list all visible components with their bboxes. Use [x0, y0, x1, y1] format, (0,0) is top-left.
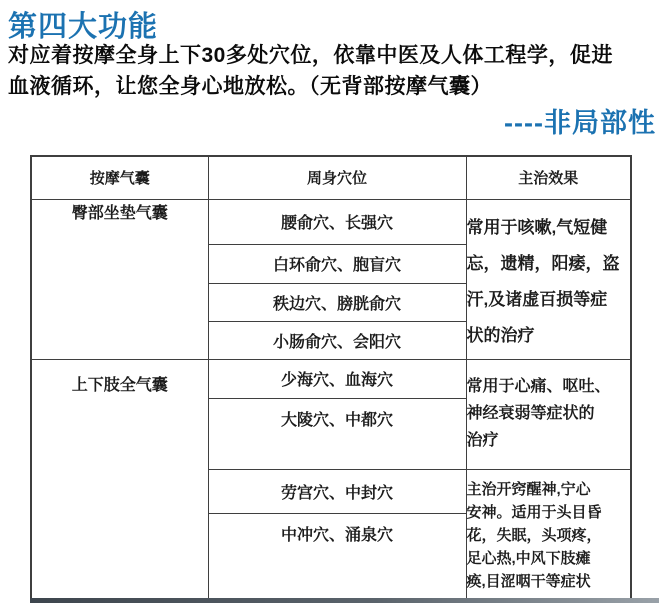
tagline-non-local: ----非局部性: [504, 108, 656, 138]
table-row: [31, 359, 631, 398]
cell-acupoint: 腰俞穴、长强穴: [208, 199, 466, 244]
cell-effect-group1: [466, 199, 631, 359]
cell-acupoint: 劳宫穴、中封穴: [208, 469, 466, 513]
cell-acupoint: 大陵穴、中都穴: [208, 398, 466, 469]
effect-line: 足心热,中风下肢瘫: [466, 549, 591, 567]
effect-line: 常用于咳嗽,气短健: [466, 217, 608, 237]
effect-line: 忘，遗精，阳痿，盗: [466, 253, 620, 273]
cell-acupoint: 少海穴、血海穴: [208, 359, 466, 398]
header-acupoints: 周身穴位: [208, 156, 466, 199]
effect-line: 状的治疗: [466, 325, 535, 345]
header-airbag: 按摩气囊: [31, 156, 208, 199]
cell-effect-group2: [466, 359, 631, 469]
bottom-divider-bar: [30, 598, 659, 603]
effect-line: 花，失眠，头项疼，: [466, 526, 602, 544]
cell-acupoint: 秩边穴、膀胱俞穴: [208, 283, 466, 321]
cell-acupoint: 白环俞穴、胞盲穴: [208, 244, 466, 283]
effect-line: 痪,目涩咽干等症状: [466, 572, 591, 590]
page-title: 第四大功能: [8, 11, 159, 43]
cell-airbag-limbs: 上下肢全气囊: [31, 359, 208, 601]
intro-line-2: 血液循环，让您全身心地放松。（无背部按摩气囊）: [8, 75, 492, 98]
table-header-row: [31, 156, 631, 199]
acupoint-table: [30, 155, 632, 602]
effect-line: 主治开窍醒神,宁心: [466, 480, 591, 498]
cell-acupoint: 小肠俞穴、会阳穴: [208, 321, 466, 359]
cell-effect-group3: [466, 469, 631, 601]
cell-airbag-seat: 臀部坐垫气囊: [31, 199, 208, 359]
effect-line: 治疗: [466, 431, 499, 449]
header-effect: 主治效果: [466, 156, 631, 199]
cell-acupoint: 中冲穴、涌泉穴: [208, 513, 466, 601]
effect-line: 常用于心痛、呕吐、: [466, 377, 611, 395]
effect-line: 安神。适用于头目昏: [466, 503, 602, 521]
table-row: [31, 199, 631, 244]
effect-line: 汗,及诸虚百损等症: [466, 289, 608, 309]
effect-line: 神经衰弱等症状的: [466, 404, 595, 422]
intro-line-1: 对应着按摩全身上下30多处穴位，依靠中医及人体工程学，促进: [8, 44, 613, 67]
intro-paragraph: [8, 40, 653, 102]
